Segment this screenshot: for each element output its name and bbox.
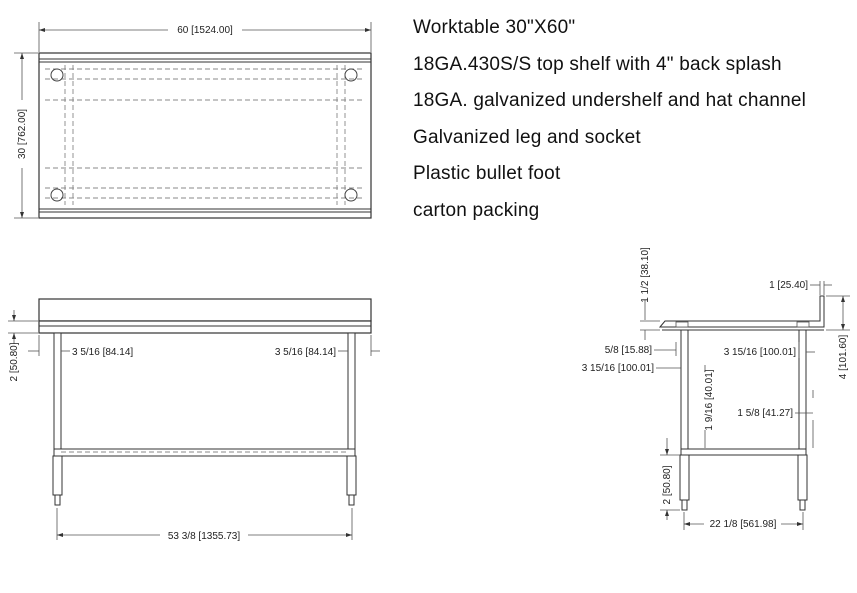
top-width-dim: 60 [1524.00]	[177, 25, 233, 36]
side-left-offset: 3 15/16 [100.01]	[581, 363, 654, 374]
spec-undershelf: 18GA. galvanized undershelf and hat channel	[413, 90, 807, 112]
side-splash-thickness: 1 [25.40]	[769, 280, 808, 291]
front-right-offset: 3 5/16 [84.14]	[274, 347, 336, 358]
front-height-dim: 2 [50.80]	[9, 342, 20, 382]
spec-title: Worktable 30"X60"	[413, 17, 576, 38]
side-left-small: 5/8 [15.88]	[604, 345, 652, 356]
spec-foot: Plastic bullet foot	[413, 163, 561, 185]
side-foot-height: 2 [50.80]	[662, 465, 673, 505]
front-view	[8, 299, 380, 542]
side-bottom-depth: 22 1/8 [561.98]	[709, 519, 777, 530]
side-right-offset: 3 15/16 [100.01]	[723, 347, 796, 358]
side-view	[582, 247, 850, 530]
top-depth-dim: 30 [762.00]	[17, 108, 28, 160]
side-top-thickness: 1 1/2 [38.10]	[640, 247, 651, 303]
front-bottom-width: 53 3/8 [1355.73]	[167, 531, 241, 542]
side-splash-height: 4 [101.60]	[838, 334, 849, 380]
front-left-offset: 3 5/16 [84.14]	[72, 347, 134, 358]
top-view	[14, 22, 371, 218]
spec-leg: Galvanized leg and socket	[413, 126, 641, 148]
spec-top-shelf: 18GA.430S/S top shelf with 4" back splash	[413, 53, 782, 75]
side-right-segment: 1 5/8 [41.27]	[737, 408, 793, 419]
spec-packing: carton packing	[413, 199, 540, 221]
side-leg-segment: 1 9/16 [40.01]	[704, 369, 715, 431]
